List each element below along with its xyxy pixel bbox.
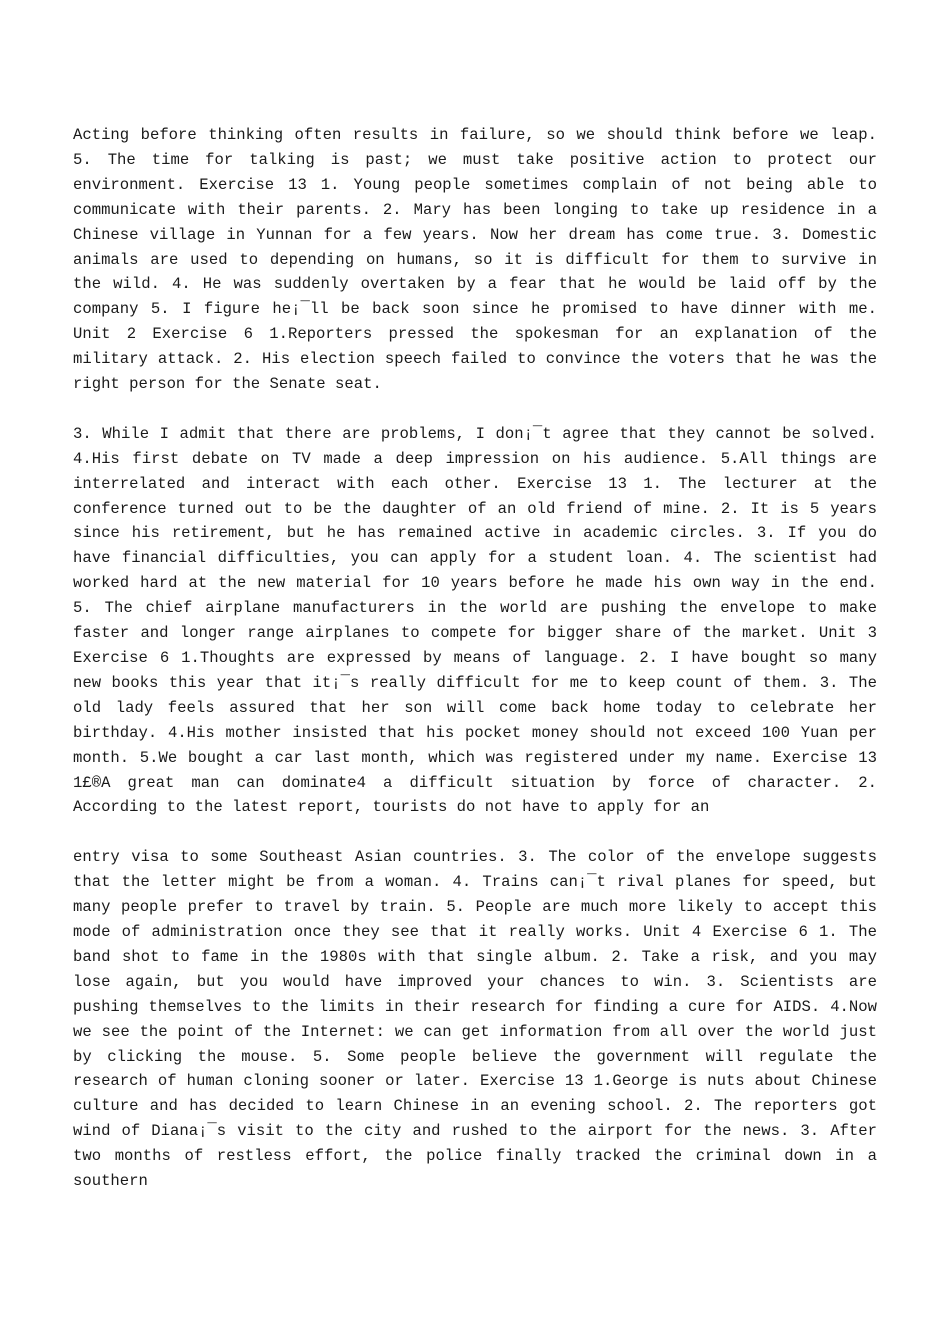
document-body bbox=[73, 123, 877, 1194]
paragraph-3: entry visa to some Southeast Asian countries. 3. The color of the envelope suggests that the letter might be from a woman. 4. Trains can¡¯t rival planes for speed, but many people prefer to travel by train. 5. People are much more likely to accept this mode of administration once they see that it really works. Unit 4 Exercise 6 1. The band shot to fame in the 1980s with that single album. 2. Take a risk, and you may lose again, but you would have improved your chances to win. 3. Scientists are pushing themselves to the limits in their research for finding a cure for AIDS. 4.Now we see the point of the Internet: we can get information from all over the world just by clicking the mouse. 5. Some people believe the government will regulate the research of human cloning sooner or later. Exercise 13 1.George is nuts about Chinese culture and has decided to learn Chinese in an evening school. 2. The reporters got wind of Diana¡¯s visit to the city and rushed to the airport for the news. 3. After two months of restless effort, the police finally tracked the criminal down in a southern bbox=[73, 848, 877, 1191]
paragraph-2: 3. While I admit that there are problems, I don¡¯t agree that they cannot be solved. 4.His first debate on TV made a deep impression on his audience. 5.All things are interrelated and interact with each other. Exercise 13 1. The lecturer at the conference turned out to be the daughter of an old friend of mine. 2. It is 5 years since his retirement, but he has remained active in academic circles. 3. If you do have financial difficulties, you can apply for a student loan. 4. The scientist had worked hard at the new material for 10 years before he made his own way in the end. 5. The chief airplane manufacturers in the world are pushing the envelope to make faster and longer range airplanes to compete for bigger share of the market. Unit 3 Exercise 6 1.Thoughts are expressed by means of language. 2. I have bought so many new books this year that it¡¯s really difficult for me to keep count of them. 3. The old lady feels assured that her son will come back home today to celebrate her birthday. 4.His mother insisted that his pocket money should not exceed 100 Yuan per month. 5.We bought a car last month, which was registered under my name. Exercise 13 1£®A great man can dominate4 a difficult situation by force of character. 2. According to the latest report, tourists do not have to apply for an bbox=[73, 424, 877, 817]
paragraph-1: Acting before thinking often results in failure, so we should think before we leap. 5. The time for talking is past; we must take positive action to protect our environment. Exercise 13 1. Young people sometimes complain of not being able to communicate with their parents. 2. Mary has been longing to take up residence in a Chinese village in Yunnan for a few years. Now her dream has come true. 3. Domestic animals are used to depending on humans, so it is difficult for them to survive in the wild. 4. He was suddenly overtaken by a fear that he would be laid off by the company 5. I figure he¡¯ll be back soon since he promised to have dinner with me. Unit 2 Exercise 6 1.Reporters pressed the spokesman for an explanation of the military attack. 2. His election speech failed to convince the voters that he was the right person for the Senate seat. bbox=[73, 126, 877, 394]
